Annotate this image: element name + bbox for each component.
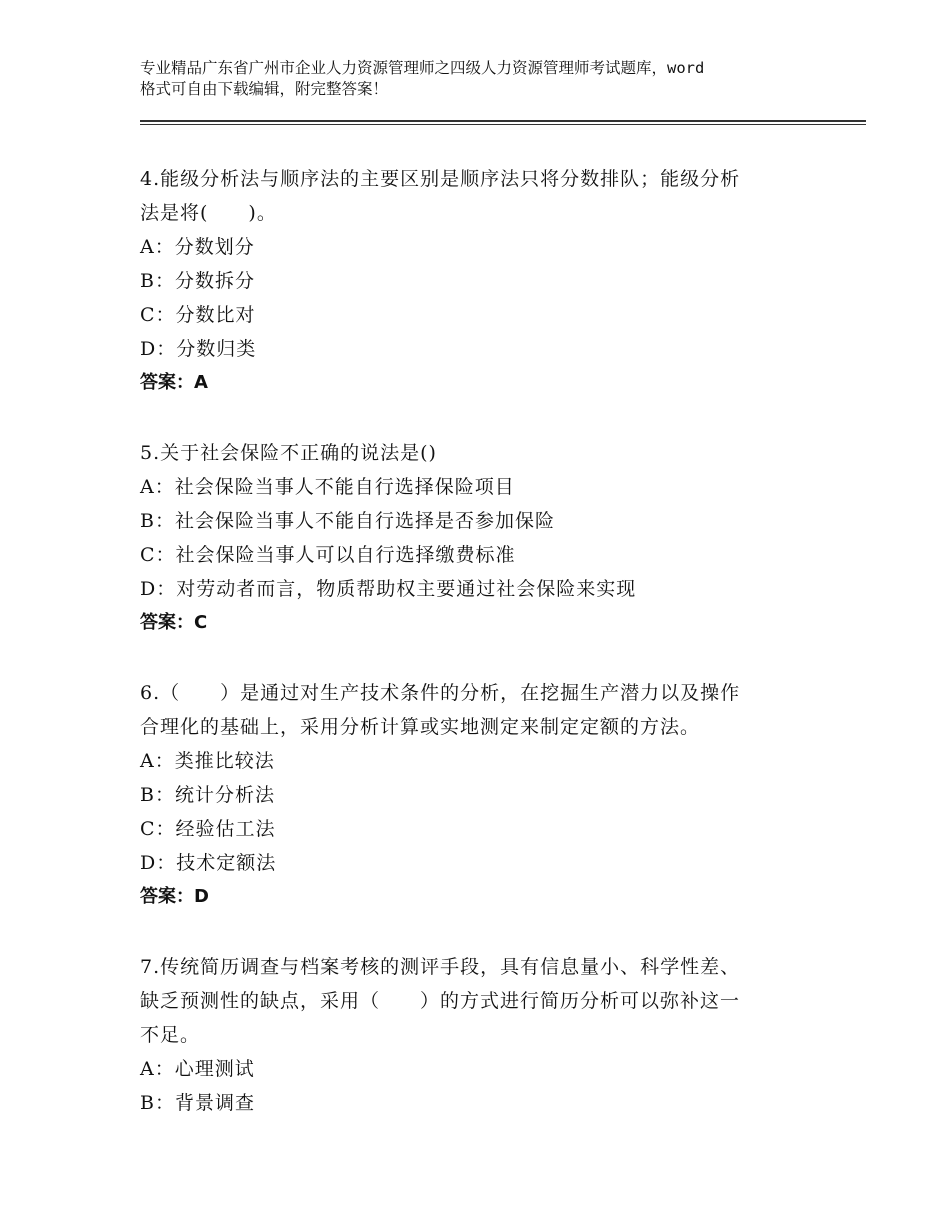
header-divider-thin xyxy=(140,124,866,125)
answer-value: A xyxy=(194,372,208,393)
question-stem: 7.传统简历调查与档案考核的测评手段，具有信息量小、科学性差、 xyxy=(140,956,741,978)
option-d: D：分数归类 xyxy=(140,338,257,360)
question-6 xyxy=(140,676,830,914)
question-stem: 不足。 xyxy=(140,1024,201,1046)
option-c: C：经验估工法 xyxy=(140,818,276,840)
option-b: B：背景调查 xyxy=(140,1092,255,1114)
option-a: A：分数划分 xyxy=(140,236,255,258)
option-d: D：对劳动者而言，物质帮助权主要通过社会保险来实现 xyxy=(140,578,637,600)
question-5 xyxy=(140,436,830,640)
question-stem: 法是将( )。 xyxy=(140,202,277,224)
answer-value: D xyxy=(194,886,209,907)
option-b: B：社会保险当事人不能自行选择是否参加保险 xyxy=(140,510,555,532)
answer-line xyxy=(140,880,830,914)
option-b: B：统计分析法 xyxy=(140,784,275,806)
answer-value: C xyxy=(194,612,208,633)
answer-line xyxy=(140,606,830,640)
option-a: A：心理测试 xyxy=(140,1058,255,1080)
header-line-1: 专业精品广东省广州市企业人力资源管理师之四级人力资源管理师考试题库，word xyxy=(140,59,705,77)
question-list xyxy=(140,162,830,1156)
question-4 xyxy=(140,162,830,400)
option-a: A：类推比较法 xyxy=(140,750,275,772)
question-stem: 5.关于社会保险不正确的说法是() xyxy=(140,442,437,464)
answer-label: 答案： xyxy=(140,886,194,907)
option-c: C：社会保险当事人可以自行选择缴费标准 xyxy=(140,544,516,566)
question-stem: 6.（ ）是通过对生产技术条件的分析，在挖掘生产潜力以及操作 xyxy=(140,682,741,704)
header-line-2: 格式可自由下载编辑，附完整答案！ xyxy=(140,80,389,98)
document-header xyxy=(140,58,840,100)
question-stem: 4.能级分析法与顺序法的主要区别是顺序法只将分数排队；能级分析 xyxy=(140,168,741,190)
option-d: D：技术定额法 xyxy=(140,852,277,874)
option-c: C：分数比对 xyxy=(140,304,256,326)
question-7 xyxy=(140,950,830,1120)
answer-label: 答案： xyxy=(140,372,194,393)
question-stem: 合理化的基础上，采用分析计算或实地测定来制定定额的方法。 xyxy=(140,716,701,738)
option-b: B：分数拆分 xyxy=(140,270,255,292)
answer-line xyxy=(140,366,830,400)
question-stem: 缺乏预测性的缺点，采用（ ）的方式进行简历分析可以弥补这一 xyxy=(140,990,741,1012)
header-divider-thick xyxy=(140,120,866,122)
answer-label: 答案： xyxy=(140,612,194,633)
option-a: A：社会保险当事人不能自行选择保险项目 xyxy=(140,476,515,498)
